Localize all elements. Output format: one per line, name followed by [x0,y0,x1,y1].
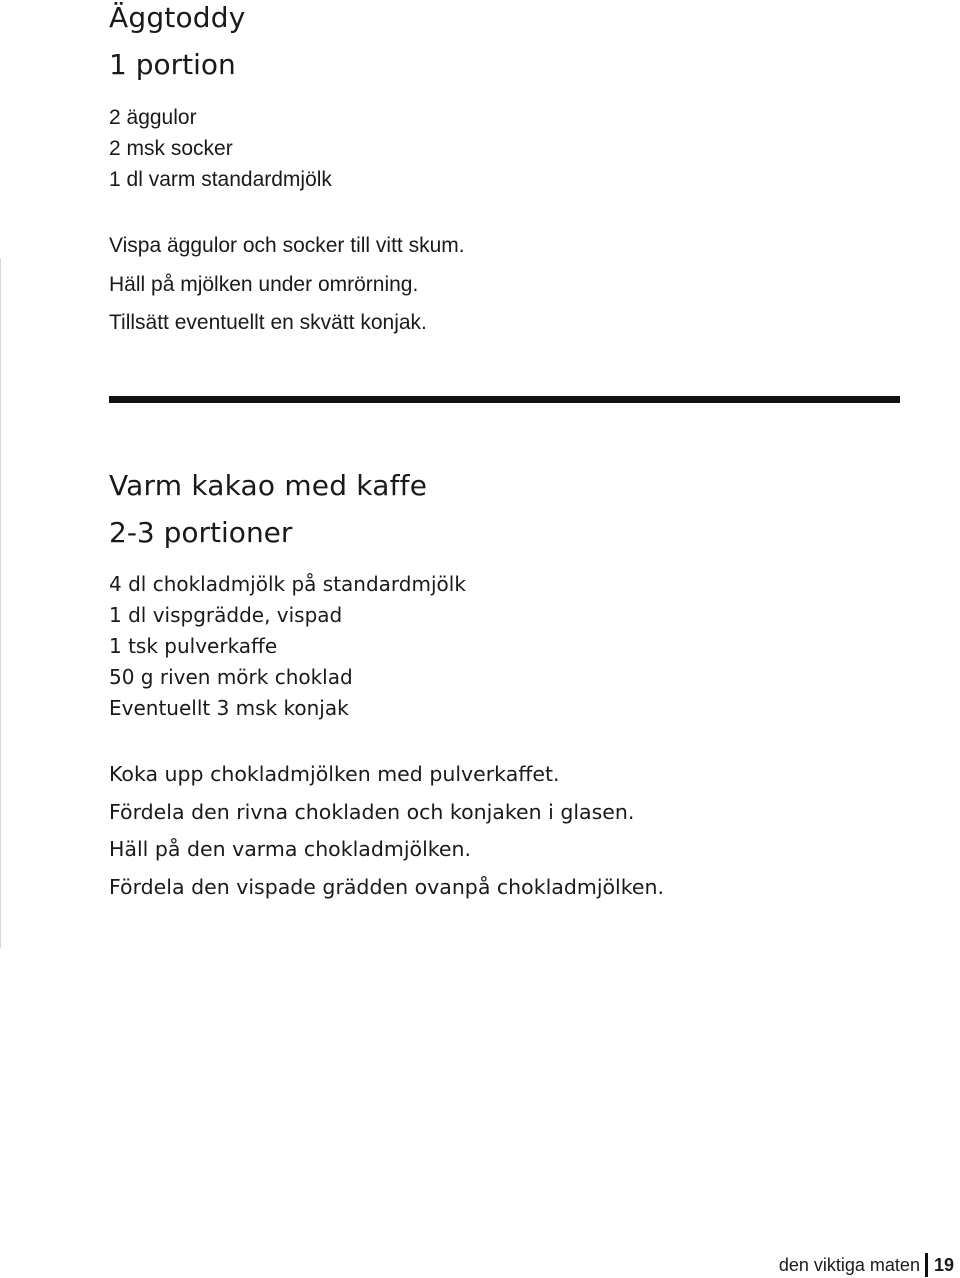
instruction-step: Fördela den vispade grädden ovanpå chokladmjölken. [109,874,665,899]
instruction-step: Häll på mjölken under omrörning. [109,272,419,296]
page-footer [779,1252,954,1278]
ingredient-item: 1 tsk pulverkaffe [109,634,278,658]
recipe-aggtoddy [109,0,909,343]
section-divider [109,396,900,403]
ingredient-item: Eventuellt 3 msk konjak [109,696,349,720]
ingredient-item: 1 dl varm standardmjölk [109,168,332,191]
ingredient-list [109,569,909,724]
recipe-title: Äggtoddy [109,1,246,34]
footer-separator [925,1253,928,1277]
instruction-list [109,756,909,906]
recipe-title: Varm kakao med kaffe [109,469,428,502]
instruction-step: Häll på den varma chokladmjölken. [109,837,472,861]
recipe-portions: 1 portion [109,48,236,81]
ingredient-list [109,102,909,195]
recipe-portions: 2-3 portioner [109,516,293,549]
instruction-step: Koka upp chokladmjölken med pulverkaffet. [109,762,560,786]
instruction-list [109,227,909,343]
instruction-step: Fördela den rivna chokladen och konjaken i glasen. [109,799,635,824]
ingredient-item: 4 dl chokladmjölk på standardmjölk [109,572,466,596]
ingredient-item: 50 g riven mörk choklad [109,665,353,689]
page-number: 19 [933,1254,954,1275]
recipe-varm-kakao [109,468,909,906]
ingredient-item: 1 dl vispgrädde, vispad [109,603,343,627]
instruction-step: Vispa äggulor och socker till vitt skum. [109,234,465,257]
page-edge-line [0,258,1,948]
publication-name: den viktiga maten [778,1254,920,1275]
ingredient-item: 2 msk socker [109,137,233,160]
instruction-step: Tillsätt eventuellt en skvätt konjak. [109,311,427,334]
ingredient-item: 2 äggulor [109,106,197,129]
